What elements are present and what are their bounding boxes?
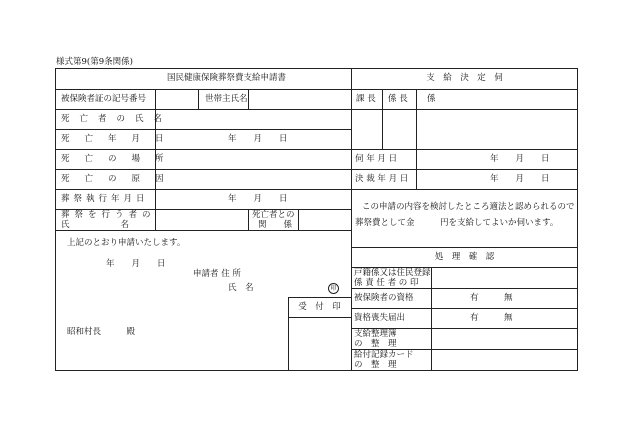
registry-seal-label-line1: 戸籍係又は住民登録	[354, 268, 431, 278]
payment-ledger-label-line2: の 整 理	[354, 339, 397, 349]
benefit-card-label-line2: の 整 理	[354, 360, 397, 370]
householder-name-label: 世帯主氏名	[205, 94, 248, 104]
payment-decision-header: 支 給 決 定 伺	[426, 73, 503, 83]
decision-text-line2: 葬祭費として金 円を支給してよいか伺います。	[355, 218, 559, 228]
benefit-card-label-line1: 給付記録カード	[354, 350, 414, 360]
payment-ledger-label-line1: 支給整理簿	[354, 329, 397, 339]
process-confirmation-header: 処 理 確 認	[434, 252, 495, 262]
inquiry-date-label: 伺 年 月 日	[355, 154, 398, 164]
insured-number-label: 被保険者証の記号番号	[61, 94, 147, 104]
form-number: 様式第9(第9条関係)	[56, 57, 133, 67]
inquiry-date-value: 年 月 日	[490, 154, 550, 164]
decision-text-line1: この申請の内容を検討したところ適法と認められるので	[362, 202, 575, 212]
death-date-value: 年 月 日	[228, 134, 288, 144]
seal-mark: 印	[328, 283, 339, 294]
funeral-date-value: 年 月 日	[228, 194, 288, 204]
qualification-label: 被保険者の資格	[354, 293, 414, 303]
qualification-value: 有 無	[470, 293, 513, 303]
death-cause-label: 死亡の原因	[61, 174, 179, 184]
death-place-label: 死亡の場所	[61, 154, 179, 164]
application-date: 年 月 日	[106, 259, 166, 269]
funeral-performer-label-line2: 氏 名	[61, 220, 130, 230]
declaration-text: 上記のとおり申請いたします。	[67, 238, 186, 248]
form-title: 国民健康保険葬祭費支給申請書	[166, 73, 286, 83]
relation-label-line1: 死亡者との	[252, 210, 295, 220]
approval-date-label: 決 裁 年 月 日	[355, 174, 409, 184]
funeral-date-label: 葬祭執行年月日	[61, 194, 149, 204]
funeral-performer-label-line1: 葬祭を行う者の	[61, 210, 156, 220]
addressee: 昭和村長 殿	[67, 327, 136, 337]
approval-date-value: 年 月 日	[490, 174, 550, 184]
received-stamp-label: 受 付 印	[298, 302, 341, 312]
staff-label: 係	[427, 94, 436, 104]
registry-seal-label-line2: 係 責 任 者 の 印	[354, 278, 419, 288]
section-chief-label: 課 長	[356, 94, 376, 104]
death-date-label: 死亡年月日	[61, 134, 179, 144]
unit-chief-label: 係 長	[388, 94, 408, 104]
relation-label-line2: 関 係	[258, 220, 293, 230]
deceased-name-label: 死亡者の氏名	[61, 114, 173, 124]
applicant-name-label: 氏 名	[228, 283, 254, 293]
loss-report-label: 資格喪失届出	[354, 313, 406, 323]
applicant-address-label: 申請者 住 所	[193, 269, 241, 279]
loss-report-value: 有 無	[470, 313, 513, 323]
